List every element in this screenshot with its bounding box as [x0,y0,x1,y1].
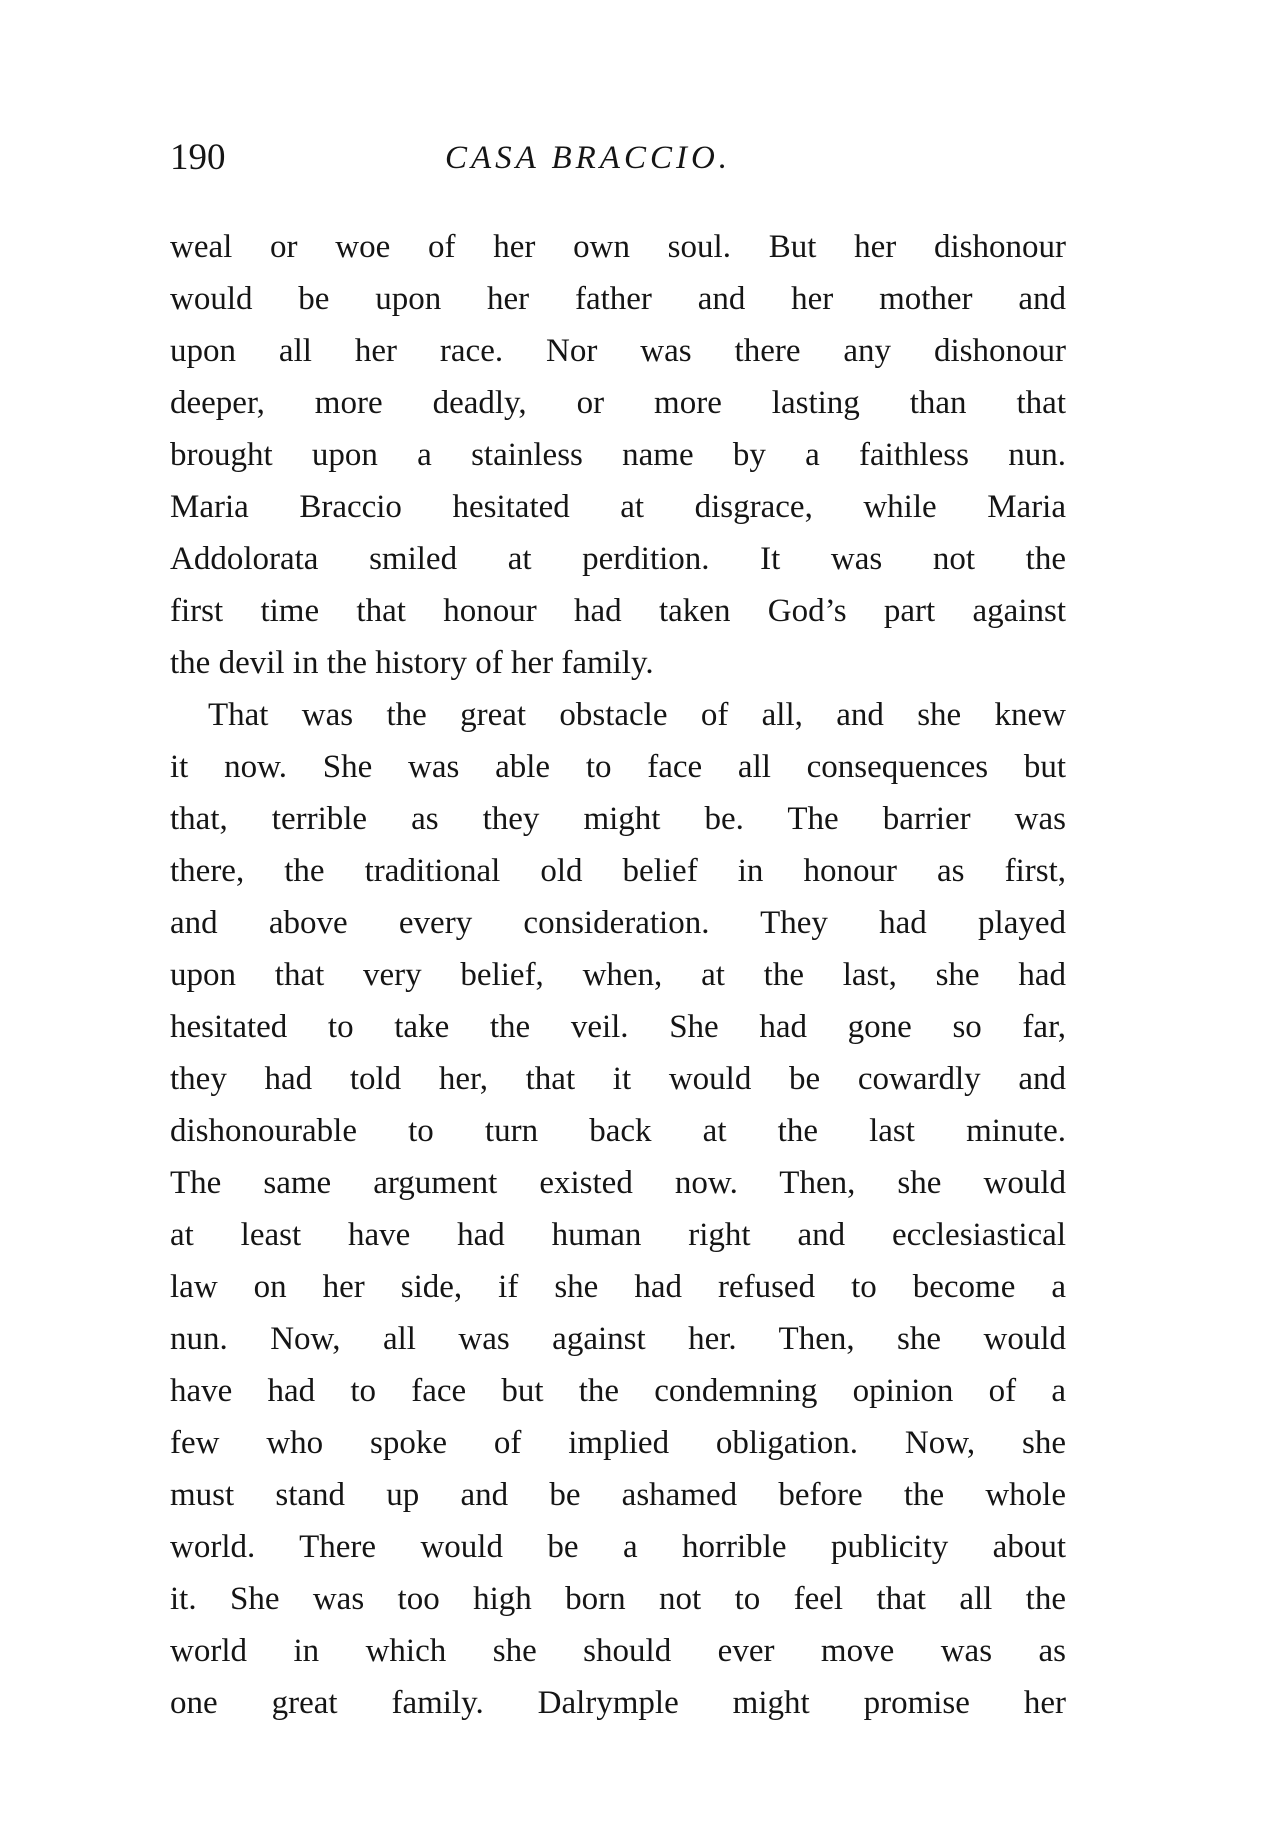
text-line: there, the traditional old belief in honour as first, [170,853,1066,889]
text-line: the devil in the history of her family. [170,645,654,681]
text-line: upon that very belief, when, at the last, she had [170,957,1066,993]
text-line: few who spoke of implied obligation. Now, she [170,1425,1066,1461]
text-line: That was the great obstacle of all, and she knew [208,697,1066,733]
text-line: first time that honour had taken God’s part against [170,593,1066,629]
paragraph-2 [170,689,1066,1729]
text-line: it. She was too high born not to feel that all the [170,1581,1066,1617]
text-line: would be upon her father and her mother and [170,281,1066,317]
text-line: it now. She was able to face all consequences but [170,749,1066,785]
text-line: dishonourable to turn back at the last minute. [170,1113,1066,1149]
paragraph-1 [170,221,1066,689]
text-line: one great family. Dalrymple might promise her [170,1685,1066,1721]
page-number: 190 [170,137,226,178]
text-line: have had to face but the condemning opinion of a [170,1373,1066,1409]
text-line: that, terrible as they might be. The barrier was [170,801,1066,837]
text-line: Maria Braccio hesitated at disgrace, while Maria [170,489,1066,525]
text-line: upon all her race. Nor was there any dishonour [170,333,1066,369]
text-line: must stand up and be ashamed before the whole [170,1477,1066,1513]
page-header [170,128,1066,188]
text-line: weal or woe of her own soul. But her dishonour [170,229,1066,265]
text-line: brought upon a stainless name by a faithless nun. [170,437,1066,473]
text-line: The same argument existed now. Then, she would [170,1165,1066,1201]
body-text [170,221,1066,1729]
text-line: deeper, more deadly, or more lasting than that [170,385,1066,421]
text-line: and above every consideration. They had played [170,905,1066,941]
text-line: nun. Now, all was against her. Then, she would [170,1321,1066,1357]
text-line: Addolorata smiled at perdition. It was not the [170,541,1066,577]
text-line: world. There would be a horrible publicity about [170,1529,1066,1565]
text-line: law on her side, if she had refused to become a [170,1269,1066,1305]
text-line: at least have had human right and ecclesiastical [170,1217,1066,1253]
running-title: CASA BRACCIO. [445,140,732,176]
text-line: they had told her, that it would be cowardly and [170,1061,1066,1097]
text-line: world in which she should ever move was as [170,1633,1066,1669]
text-line: hesitated to take the veil. She had gone so far, [170,1009,1066,1045]
